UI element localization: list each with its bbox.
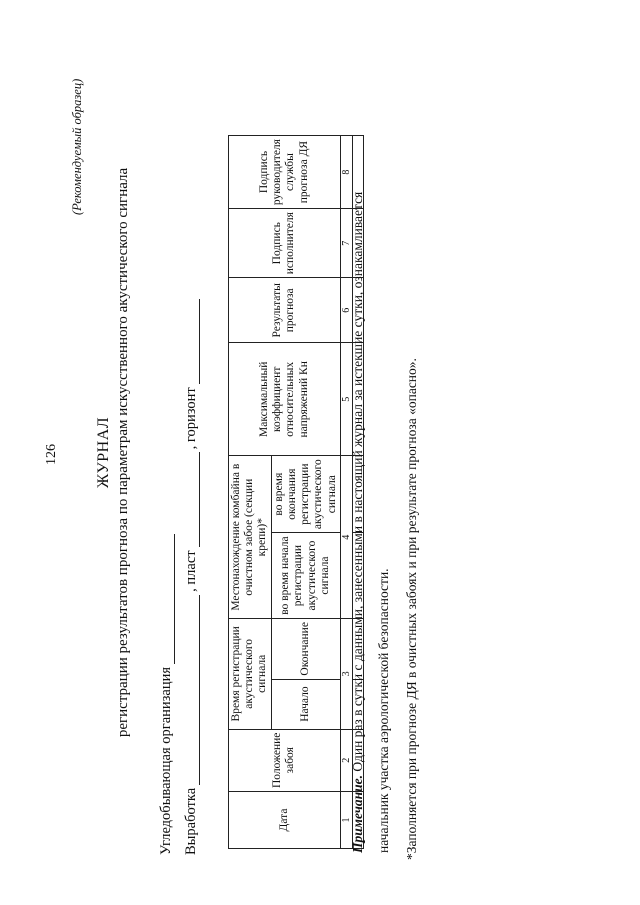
column-number: 2 bbox=[340, 729, 353, 791]
document-subtitle: регистрации результатов прогноза по параметрам искусственного акустического сигнала bbox=[115, 167, 131, 738]
header-signal-time: Время регистрации акустического сигнала bbox=[229, 619, 272, 730]
working-line bbox=[183, 296, 200, 855]
header-combine-location: Местонахождение комбайна в очистном забое (секции крепи)* bbox=[229, 456, 272, 619]
seam-field bbox=[185, 452, 200, 547]
organization-field bbox=[160, 534, 175, 664]
note-continuation: начальник участка аэрологической безопасности. bbox=[376, 568, 391, 853]
column-number: 6 bbox=[340, 278, 353, 343]
column-number: 7 bbox=[340, 209, 353, 278]
table-header-row bbox=[229, 136, 272, 849]
header-head-signature: Подпись руководителя службы прогноза ДЯ bbox=[229, 136, 341, 209]
column-number: 8 bbox=[340, 136, 353, 209]
seam-label: , пласт bbox=[183, 550, 199, 592]
sample-note: (Рекомендуемый образец) bbox=[70, 78, 84, 215]
header-date: Дата bbox=[229, 792, 341, 849]
column-number: 5 bbox=[340, 343, 353, 456]
header-executor-signature: Подпись исполнителя bbox=[229, 209, 341, 278]
footnote: *Заполняется при прогнозе ДЯ в очистных забоях и при результате прогноза «опасно». bbox=[404, 358, 419, 860]
horizon-label: , горизонт bbox=[183, 387, 199, 450]
header-max-coefficient: Максимальный коэффициент относительных напряжений Кн bbox=[229, 343, 341, 456]
working-label: Выработка bbox=[183, 787, 199, 855]
organization-label: Угледобывающая организация bbox=[158, 666, 174, 855]
document-title: ЖУРНАЛ bbox=[95, 416, 112, 489]
header-forecast-results: Результаты прогноза bbox=[229, 278, 341, 343]
header-face-position: Положение забоя bbox=[229, 729, 341, 791]
header-at-end: во время окончания регистрации акустического сигнала bbox=[271, 456, 340, 533]
header-start: Начало bbox=[271, 679, 340, 729]
header-at-start: во время начала регистрации акустического сигнала bbox=[271, 533, 340, 619]
working-field bbox=[185, 595, 200, 785]
note bbox=[350, 192, 366, 853]
column-number: 3 bbox=[340, 619, 353, 730]
header-end: Окончание bbox=[271, 619, 340, 680]
horizon-field bbox=[185, 299, 200, 384]
column-number: 1 bbox=[340, 792, 353, 849]
note-text: Один раз в сутки с данными, занесенными в настоящий журнал за истекшие сутки, ознакамливается bbox=[350, 191, 365, 775]
note-label: Примечание. bbox=[350, 774, 365, 853]
column-number: 4 bbox=[340, 456, 353, 619]
organization-line bbox=[158, 531, 175, 855]
journal-table bbox=[228, 135, 364, 849]
page-number: 126 bbox=[44, 444, 59, 465]
